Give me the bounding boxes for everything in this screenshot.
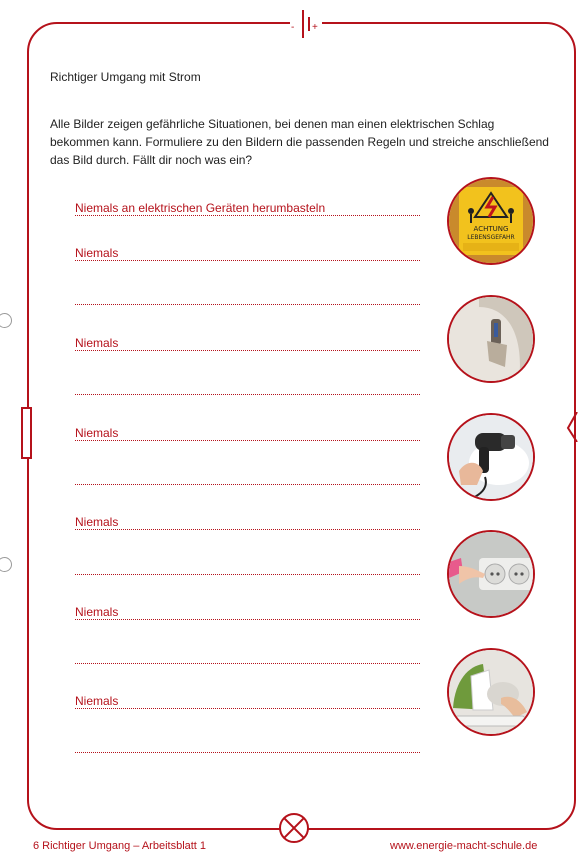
switch-notch-icon [566, 412, 578, 442]
lamp-icon [279, 813, 309, 843]
resistor-icon [21, 407, 32, 459]
punch-hole-icon [0, 557, 12, 572]
footer-website-link[interactable]: www.energie-macht-schule.de [390, 840, 538, 852]
writing-line[interactable] [75, 560, 420, 575]
writing-line[interactable]: Niemals [75, 694, 420, 709]
writing-line[interactable] [75, 380, 420, 395]
hairdryer-picture [447, 413, 535, 501]
writing-line[interactable]: Niemals [75, 426, 420, 441]
footer-worksheet-label: 6 Richtiger Umgang – Arbeitsblatt 1 [33, 840, 207, 852]
punch-hole-icon [0, 313, 12, 328]
svg-text:ACHTUNG: ACHTUNG [473, 225, 509, 233]
writing-line[interactable] [75, 470, 420, 485]
writing-line[interactable] [75, 649, 420, 664]
child-socket-picture [447, 530, 535, 618]
writing-line[interactable]: Niemals [75, 515, 420, 530]
writing-line[interactable]: Niemals [75, 246, 420, 261]
battery-icon: - + [290, 6, 322, 40]
page-title: Richtiger Umgang mit Strom [50, 70, 201, 84]
instructions-text: Alle Bilder zeigen gefährliche Situationen, bei denen man einen elektrischen Schlag bekommen kann. Formuliere zu den Bildern die passenden Regeln und streiche anschließend das Bild durch. Fällt dir noch was ein? [50, 117, 549, 167]
iron-picture [447, 648, 535, 736]
warning-sign-picture [447, 177, 535, 265]
writing-line[interactable] [75, 738, 420, 753]
writing-line[interactable]: Niemals an elektrischen Geräten herumbasteln [75, 201, 420, 216]
writing-line[interactable]: Niemals [75, 605, 420, 620]
damaged-socket-picture [447, 295, 535, 383]
writing-line[interactable] [75, 290, 420, 305]
svg-text:LEBENSGEFAHR: LEBENSGEFAHR [467, 234, 515, 241]
writing-line[interactable]: Niemals [75, 336, 420, 351]
